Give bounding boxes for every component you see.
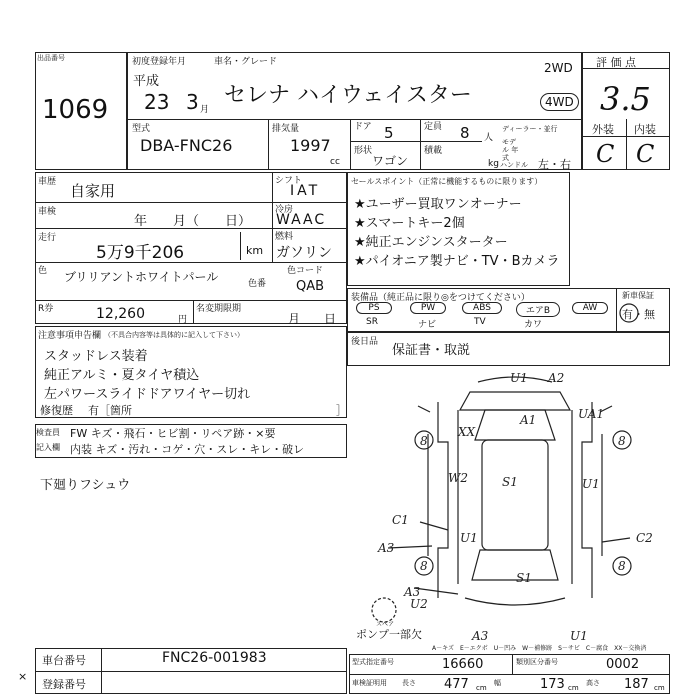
damage-mark: U2 bbox=[410, 597, 428, 611]
reg-month: 3 bbox=[186, 90, 199, 114]
divider bbox=[268, 119, 269, 170]
chassis-label: 車台番号 bbox=[42, 654, 86, 667]
damage-mark: UA1 bbox=[578, 407, 605, 421]
class-no: 0002 bbox=[606, 657, 640, 672]
interior-grade: C bbox=[636, 140, 655, 168]
lot-corner-text: 出品番号 bbox=[37, 54, 65, 62]
equip-leather: カワ bbox=[524, 320, 543, 330]
sales-points-title: セールスポイント（正常に機能するものに限ります） bbox=[351, 177, 543, 186]
exterior-label: 外装 bbox=[592, 123, 614, 136]
cert-label: 車検証明用 bbox=[352, 679, 387, 687]
km-unit: km bbox=[246, 244, 264, 257]
drive-4wd: 4WD bbox=[540, 93, 579, 111]
reg-label: 初度登録年月 bbox=[132, 57, 187, 67]
ac-value: WAAC bbox=[276, 212, 327, 228]
cc-unit: cc bbox=[330, 157, 340, 167]
divider bbox=[35, 671, 347, 672]
notes-line: 純正アルミ・夏タイヤ積込 bbox=[44, 368, 200, 383]
damage-mark: U1 bbox=[510, 371, 528, 385]
equip-pw: PW bbox=[410, 302, 446, 314]
person-unit: 人 bbox=[484, 133, 494, 143]
damage-legend: A－キズ E－エクボ U－凹み W－補修跡 S－サビ C－腐食 XX－交換済 bbox=[432, 645, 647, 652]
name-label: 車名・グレード bbox=[214, 57, 278, 67]
divider bbox=[193, 300, 194, 324]
repair-label: 修復歴 bbox=[40, 404, 73, 417]
shape: ワゴン bbox=[372, 154, 409, 168]
model-year-label: モデル 年式 bbox=[502, 138, 519, 162]
equip-abs: ABS bbox=[462, 302, 502, 314]
class-no-label: 類別区分番号 bbox=[516, 658, 558, 666]
month-unit: 月 bbox=[200, 105, 210, 115]
shift-label: シフト bbox=[275, 176, 303, 186]
damage-mark: A3 bbox=[404, 585, 421, 599]
grade-title: 評 価 点 bbox=[596, 56, 636, 69]
mileage-label: 走行 bbox=[38, 233, 57, 243]
type-no-label: 型式指定番号 bbox=[352, 658, 394, 666]
sales-point-item: ★純正エンジンスターター bbox=[354, 235, 508, 250]
equip-navi: ナビ bbox=[418, 320, 437, 330]
equip-sr: SR bbox=[366, 317, 378, 327]
equip-airbag: エアB bbox=[516, 302, 560, 317]
new-car-value: 有・無 bbox=[622, 308, 655, 321]
damage-mark: A2 bbox=[548, 371, 565, 385]
divider bbox=[35, 202, 347, 203]
car-diagram bbox=[360, 370, 670, 640]
shift-value: IAT bbox=[290, 183, 321, 199]
width: 173 bbox=[540, 677, 565, 692]
spare-label: スペア bbox=[376, 621, 395, 628]
notes-line: 左パワースライドドアワイヤー切れ bbox=[44, 387, 251, 402]
model: DBA-FNC26 bbox=[140, 136, 233, 155]
color-code: QAB bbox=[296, 279, 325, 294]
divider bbox=[512, 654, 513, 674]
color-label: 色 bbox=[38, 266, 48, 276]
damage-mark: A3 bbox=[472, 629, 489, 640]
model-label: 型式 bbox=[132, 124, 151, 134]
divider bbox=[626, 119, 627, 170]
height-label: 高さ bbox=[586, 679, 600, 687]
damage-mark: 8 bbox=[618, 434, 626, 448]
displacement: 1997 bbox=[290, 136, 331, 155]
width-unit: cm bbox=[568, 684, 579, 692]
spare-note: ポンプ一部欠 bbox=[356, 628, 422, 641]
divider bbox=[350, 119, 351, 170]
repair-close: ］ bbox=[336, 404, 347, 417]
inspector-label-2: 記入欄 bbox=[36, 443, 60, 452]
reg-no-label: 登録番号 bbox=[42, 678, 86, 691]
damage-mark: U1 bbox=[582, 477, 600, 491]
car-name: セレナ ハイウェイスター bbox=[224, 83, 472, 108]
load-label: 積載 bbox=[424, 146, 443, 156]
damage-mark: U1 bbox=[460, 531, 478, 545]
damage-mark: C2 bbox=[636, 531, 653, 545]
kg-unit: kg bbox=[488, 159, 499, 169]
damage-mark: 8 bbox=[618, 559, 626, 573]
fuel-value: ガソリン bbox=[276, 245, 332, 261]
equip-ps: PS bbox=[356, 302, 392, 314]
doors-label: ドア bbox=[354, 122, 372, 132]
dealer-label: ディーラー・並行 bbox=[502, 125, 558, 133]
doors: 5 bbox=[384, 124, 394, 142]
length-unit: cm bbox=[476, 684, 487, 692]
handle: 左・右 bbox=[538, 158, 571, 171]
new-car-label: 新車保証 bbox=[622, 291, 654, 300]
ac-label: 冷房 bbox=[275, 205, 294, 215]
damage-mark: S1 bbox=[502, 475, 518, 489]
damage-mark: A1 bbox=[520, 413, 537, 427]
width-label: 幅 bbox=[494, 679, 501, 687]
equip-tv: TV bbox=[474, 317, 486, 327]
height: 187 bbox=[624, 677, 649, 692]
expiry-value: 月 日 bbox=[288, 312, 337, 326]
damage-mark: W2 bbox=[448, 471, 468, 485]
type-no: 16660 bbox=[442, 657, 484, 672]
later-label: 後日品 bbox=[351, 337, 379, 347]
damage-mark: 8 bbox=[420, 434, 428, 448]
interior-label: 内装 bbox=[634, 123, 656, 136]
divider bbox=[349, 674, 670, 675]
fuel-label: 燃料 bbox=[275, 232, 294, 242]
height-unit: cm bbox=[654, 684, 665, 692]
margin-mark: × bbox=[18, 670, 28, 683]
reg-year: 23 bbox=[144, 90, 170, 114]
color-no-label: 色番 bbox=[248, 279, 267, 289]
sales-point-item: ★パイオニア製ナビ・TV・Bカメラ bbox=[354, 254, 560, 269]
recycle-label: R券 bbox=[38, 304, 54, 314]
inspector-label-1: 検査員 bbox=[36, 428, 60, 437]
notes-subtitle: （不具合内容等は具体的に記入して下さい） bbox=[104, 331, 244, 339]
expiry-label: 名変期限期 bbox=[196, 304, 242, 314]
inspector-row-2: 内装 キズ・汚れ・コゲ・穴・スレ・キレ・破レ bbox=[70, 443, 305, 456]
exterior-grade: C bbox=[596, 140, 615, 168]
capacity-label: 定員 bbox=[424, 122, 443, 132]
damage-mark: S1 bbox=[516, 571, 532, 585]
drive-2wd: 2WD bbox=[544, 61, 573, 75]
equipment-title: 装備品（純正品に限り◎をつけてください） bbox=[351, 293, 530, 303]
length-label: 長さ bbox=[402, 679, 416, 687]
grade-score: 3.5 bbox=[600, 80, 651, 118]
divider bbox=[101, 648, 102, 694]
handwritten-note: 下廻りフシュウ bbox=[40, 478, 131, 493]
divider bbox=[35, 300, 347, 301]
yen-unit: 円 bbox=[178, 315, 188, 325]
new-car-circle bbox=[618, 302, 640, 324]
inspector-row-1: FW キズ・飛石・ヒビ割・リペア跡・×要 bbox=[70, 427, 276, 440]
capacity: 8 bbox=[460, 124, 470, 142]
equip-aw: AW bbox=[572, 302, 608, 314]
divider bbox=[420, 119, 421, 170]
sales-point-item: ★スマートキー2個 bbox=[354, 216, 465, 231]
divider bbox=[240, 232, 241, 260]
color-code-label: 色コード bbox=[287, 266, 324, 276]
history-value: 自家用 bbox=[70, 182, 116, 200]
divider bbox=[616, 288, 617, 332]
damage-mark: XX bbox=[458, 425, 476, 439]
damage-mark: 8 bbox=[420, 559, 428, 573]
damage-mark: A3 bbox=[378, 541, 395, 555]
lot-number: 1069 bbox=[42, 95, 109, 125]
notes-line: スタッドレス装着 bbox=[44, 349, 148, 364]
later-value: 保証書・取説 bbox=[392, 343, 471, 358]
damage-mark: C1 bbox=[392, 513, 409, 527]
sales-point-item: ★ユーザー買取ワンオーナー bbox=[354, 197, 522, 212]
handle-label: ハンドル bbox=[500, 161, 528, 169]
repair-value: 有［箇所 bbox=[88, 404, 132, 417]
inspection-label: 車検 bbox=[38, 207, 57, 217]
notes-title: 注意事項申告欄 bbox=[38, 331, 102, 341]
history-label: 車歴 bbox=[38, 177, 57, 187]
era: 平成 bbox=[133, 74, 160, 89]
mileage-value: 5万9千206 bbox=[96, 243, 185, 263]
inspection-value: 年 月（ 日） bbox=[134, 214, 252, 229]
divider bbox=[272, 172, 273, 262]
color-value: ブリリアントホワイトパール bbox=[64, 270, 219, 284]
chassis-value: FNC26-001983 bbox=[162, 650, 267, 666]
length: 477 bbox=[444, 677, 469, 692]
shape-label: 形状 bbox=[354, 146, 373, 156]
disp-label: 排気量 bbox=[272, 124, 300, 134]
recycle-value: 12,260 bbox=[96, 306, 145, 322]
damage-mark: U1 bbox=[570, 629, 588, 640]
